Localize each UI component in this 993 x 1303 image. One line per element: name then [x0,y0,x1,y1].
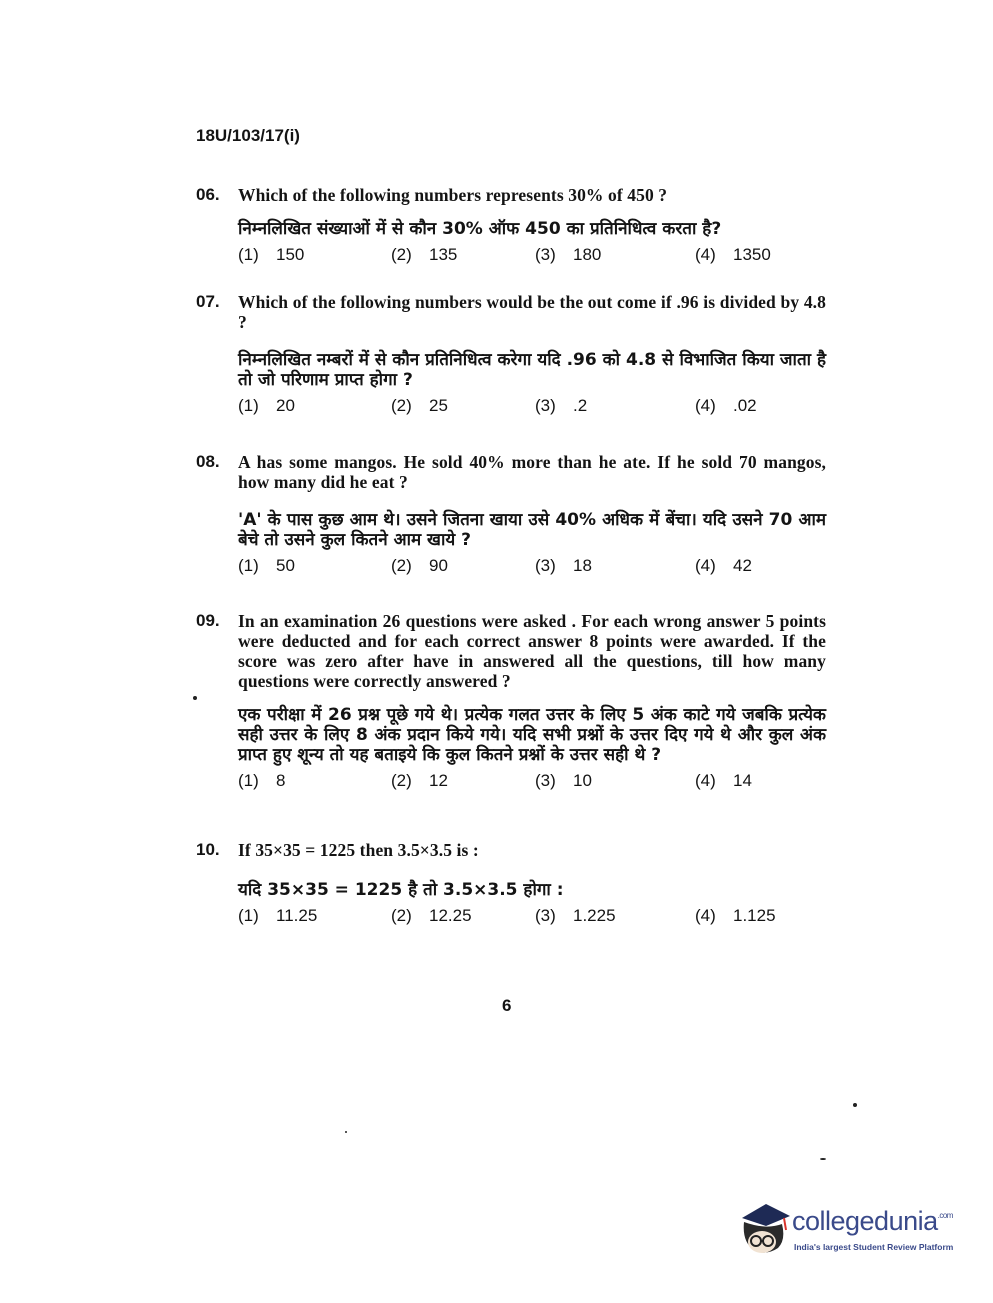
option-1 [238,771,285,791]
option-1 [238,396,295,416]
option-value: 8 [276,771,286,790]
scan-speck [345,1131,347,1133]
scan-speck [853,1103,857,1107]
paper-code: 18U/103/17(i) [196,126,300,145]
question-text-hindi: यदि 35×35 = 1225 है तो 3.5×3.5 होगा : [238,880,564,900]
option-value: 20 [276,396,295,415]
question-text-hindi: 'A' के पास कुछ आम थे। उसने जितना खाया उसे 40% अधिक में बेंचा। यदि उसने 70 आम बेचे तो उसने कुल कितने आम खाये ? [238,510,826,550]
option-value: 10 [573,771,592,790]
question-number: 07. [196,292,220,311]
option-4 [695,771,752,791]
question-text-hindi: एक परीक्षा में 26 प्रश्न पूछे गये थे। प्रत्येक गलत उत्तर के लिए 5 अंक काटे गये जबकि प्रत्येक सही उत्तर के लिए 8 अंक प्रदान किये गये। यदि सभी प्रश्नों के उत्तर दिए गये थे और कुल अंक प्राप्त हुए शून्य तो यह बताइये कि कुल कितने प्रश्नों के उत्तर सही थे ? [238,705,826,765]
options [238,771,826,795]
question-number: 10. [196,840,220,859]
options [238,556,826,580]
option-1 [238,245,304,265]
option-3 [535,245,601,265]
option-4 [695,396,757,416]
option-label: (3) [535,771,556,790]
option-value: 12.25 [429,906,472,925]
brand-wordmark [792,1206,953,1237]
question-number: 08. [196,452,220,471]
option-value: 11.25 [276,906,318,925]
option-value: 1350 [733,245,771,264]
option-2 [391,245,457,265]
question-text-english: A has some mangos. He sold 40% more than he ate. If he sold 70 mangos, how many did he eat ? [238,452,826,492]
option-value: 42 [733,556,752,575]
question-number: 09. [196,611,220,630]
scan-speck [193,696,197,700]
option-value: .2 [573,396,588,415]
option-label: (3) [535,906,556,925]
option-2 [391,396,448,416]
options [238,396,826,420]
brand-suffix: .com [937,1211,953,1220]
option-3 [535,556,592,576]
option-value: 14 [733,771,752,790]
option-3 [535,396,587,416]
question-09 [196,611,826,795]
option-4 [695,556,752,576]
options [238,245,826,269]
option-value: 150 [276,245,305,264]
option-2 [391,556,448,576]
option-value: 180 [573,245,602,264]
mascot-icon [736,1196,794,1258]
option-label: (2) [391,771,412,790]
question-06 [196,185,826,269]
option-label: (2) [391,906,412,925]
option-3 [535,906,616,926]
option-label: (4) [695,556,716,575]
option-value: 25 [429,396,448,415]
options [238,906,826,930]
option-1 [238,906,317,926]
option-value: 12 [429,771,448,790]
option-label: (4) [695,771,716,790]
question-text-english: Which of the following numbers represents 30% of 450 ? [238,185,668,205]
option-label: (1) [238,771,259,790]
option-label: (1) [238,906,259,925]
question-text-hindi: निम्नलिखित संख्याओं में से कौन 30% ऑफ 450 का प्रतिनिधित्व करता है? [238,219,722,239]
option-2 [391,771,448,791]
option-label: (4) [695,245,716,264]
option-4 [695,245,771,265]
option-value: .02 [733,396,757,415]
option-label: (2) [391,556,412,575]
option-label: (4) [695,906,716,925]
option-value: 1.125 [733,906,776,925]
brand-name: collegedunia [792,1206,938,1236]
option-1 [238,556,295,576]
option-label: (1) [238,396,259,415]
question-text-english: If 35×35 = 1225 then 3.5×3.5 is : [238,840,479,860]
option-label: (2) [391,396,412,415]
option-4 [695,906,776,926]
option-value: 90 [429,556,448,575]
question-08 [196,452,826,580]
option-value: 18 [573,556,592,575]
option-label: (3) [535,396,556,415]
option-label: (3) [535,556,556,575]
option-label: (1) [238,245,259,264]
question-text-english: Which of the following numbers would be the out come if .96 is divided by 4.8 ? [238,292,826,332]
question-07 [196,292,826,420]
option-value: 50 [276,556,295,575]
question-number: 06. [196,185,220,204]
collegedunia-watermark [736,1196,961,1266]
option-value: 135 [429,245,458,264]
option-label: (1) [238,556,259,575]
brand-tagline: India's largest Student Review Platform [794,1242,954,1252]
question-text-hindi: निम्नलिखित नम्बरों में से कौन प्रतिनिधित्व करेगा यदि .96 को 4.8 से विभाजित किया जाता है तो जो परिणाम प्राप्त होगा ? [238,350,826,390]
page-number: 6 [502,996,512,1015]
option-3 [535,771,592,791]
option-label: (2) [391,245,412,264]
option-2 [391,906,472,926]
option-value: 1.225 [573,906,616,925]
question-10 [196,840,826,930]
option-label: (4) [695,396,716,415]
scan-speck [820,1158,826,1160]
question-text-english: In an examination 26 questions were asked . For each wrong answer 5 points were deducted and for each correct answer 8 points were awarded. If the score was zero after have in answered all the questions, till how many questions were correctly answered ? [238,611,826,691]
option-label: (3) [535,245,556,264]
